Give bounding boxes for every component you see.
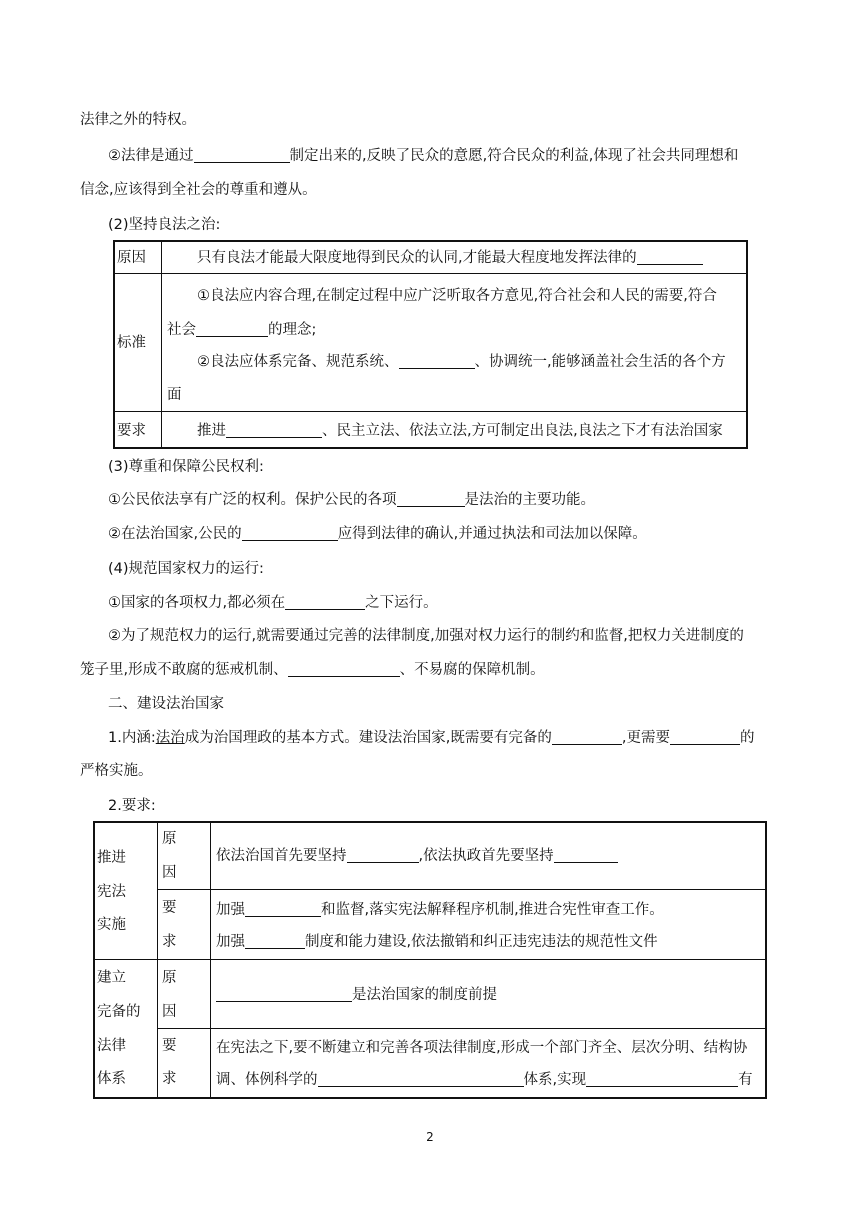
blank[interactable]: [586, 1071, 738, 1087]
power-line-3: 笼子里,形成不敢腐的惩戒机制、 、不易腐的保障机制。: [80, 662, 545, 678]
row-label-requirement: 要求: [117, 423, 146, 439]
table-divider: [114, 273, 747, 274]
row-label-standard: 标准: [117, 335, 146, 351]
blank[interactable]: [194, 147, 290, 163]
table-divider: [158, 889, 766, 890]
connotation-line-1: 1.内涵:法治成为治国理政的基本方式。建设法治国家,既需要有完备的 ,更需要 的: [108, 730, 755, 746]
rights-line-1: ①公民依法享有广泛的权利。保护公民的各项 是法治的主要功能。: [108, 492, 595, 508]
table-divider: [210, 822, 211, 1098]
constitution-requirement-line-1: 加强 和监督,落实宪法解释程序机制,推进合宪性审查工作。: [216, 902, 664, 918]
law-paragraph-line-1: ②法律是通过 制定出来的,反映了民众的意愿,符合民众的利益,体现了社会共同理想和: [108, 148, 739, 164]
heading-state-power: (4)规范国家权力的运行:: [108, 561, 264, 577]
sub-label-requirement: 要: [162, 1038, 177, 1054]
sub-label-reason: 因: [162, 865, 177, 881]
blank[interactable]: [288, 661, 400, 677]
blank[interactable]: [242, 525, 338, 541]
group-label-legal-system: 体系: [97, 1071, 126, 1087]
power-line-2: ②为了规范权力的运行,就需要通过完善的法律制度,加强对权力运行的制约和监督,把权力关进制度的: [108, 628, 744, 644]
blank[interactable]: [397, 491, 465, 507]
constitution-reason-text: 依法治国首先要坚持 ,依法执政首先要坚持: [216, 846, 618, 866]
row-label-reason: 原因: [117, 250, 146, 266]
sub-label-requirement: 求: [162, 1071, 177, 1087]
table-divider: [158, 1028, 766, 1029]
blank[interactable]: [245, 901, 321, 917]
blank[interactable]: [245, 933, 305, 949]
page-number: 2: [426, 1130, 434, 1144]
group-label-constitution: 实施: [97, 917, 126, 933]
sub-label-reason: 因: [162, 1004, 177, 1020]
sub-label-requirement: 要: [162, 900, 177, 916]
rights-line-2: ②在法治国家,公民的 应得到法律的确认,并通过执法和司法加以保障。: [108, 526, 647, 542]
group-label-constitution: 推进: [97, 850, 126, 866]
blank[interactable]: [285, 594, 365, 610]
connotation-line-2: 严格实施。: [80, 763, 153, 779]
paragraph-continuation: 法律之外的特权。: [80, 112, 196, 128]
blank[interactable]: [216, 986, 352, 1002]
table-divider: [157, 822, 158, 1098]
blank[interactable]: [637, 249, 703, 265]
legal-system-requirement-line-1: 在宪法之下,要不断建立和完善各项法律制度,形成一个部门齐全、层次分明、结构协: [216, 1040, 748, 1056]
table-divider: [94, 959, 766, 960]
law-paragraph-line-2: 信念,应该得到全社会的尊重和遵从。: [80, 182, 317, 198]
sub-label-reason: 原: [162, 970, 177, 986]
standard-line-3: ②良法应体系完备、规范系统、 、协调统一,能够涵盖社会生活的各个方: [197, 354, 726, 370]
group-label-legal-system: 法律: [97, 1038, 126, 1054]
group-label-legal-system: 完备的: [97, 1004, 141, 1020]
heading-citizen-rights: (3)尊重和保障公民权利:: [108, 459, 264, 475]
blank[interactable]: [554, 847, 618, 863]
reason-text: 只有良法才能最大限度地得到民众的认同,才能最大程度地发挥法律的: [197, 248, 703, 268]
standard-line-1: ①良法应内容合理,在制定过程中应广泛听取各方意见,符合社会和人民的需要,符合: [197, 288, 717, 304]
blank[interactable]: [399, 353, 475, 369]
legal-system-reason-text: 是法治国家的制度前提: [216, 985, 497, 1005]
blank[interactable]: [670, 729, 740, 745]
blank[interactable]: [347, 847, 419, 863]
heading-good-law: (2)坚持良法之治:: [108, 217, 221, 233]
good-law-table: [113, 240, 748, 449]
legal-system-requirement-line-2: 调、体例科学的 体系,实现 有: [216, 1072, 753, 1088]
standard-line-2: 社会 的理念;: [167, 322, 317, 338]
blank[interactable]: [552, 729, 622, 745]
group-label-constitution: 宪法: [97, 884, 126, 900]
power-line-1: ①国家的各项权力,都必须在 之下运行。: [108, 595, 438, 611]
standard-line-4: 面: [167, 387, 182, 403]
constitution-requirement-line-2: 加强 制度和能力建设,依法撤销和纠正违宪违法的规范性文件: [216, 934, 658, 950]
requirements-heading: 2.要求:: [108, 798, 156, 814]
blank[interactable]: [226, 422, 322, 438]
blank[interactable]: [318, 1071, 524, 1087]
sub-label-reason: 原: [162, 831, 177, 847]
blank[interactable]: [196, 321, 268, 337]
group-label-legal-system: 建立: [97, 970, 126, 986]
section-heading: 二、建设法治国家: [108, 696, 224, 712]
table-divider: [114, 411, 747, 412]
requirement-text: 推进 、民主立法、依法立法,方可制定出良法,良法之下才有法治国家: [197, 423, 723, 439]
sub-label-requirement: 求: [162, 934, 177, 950]
